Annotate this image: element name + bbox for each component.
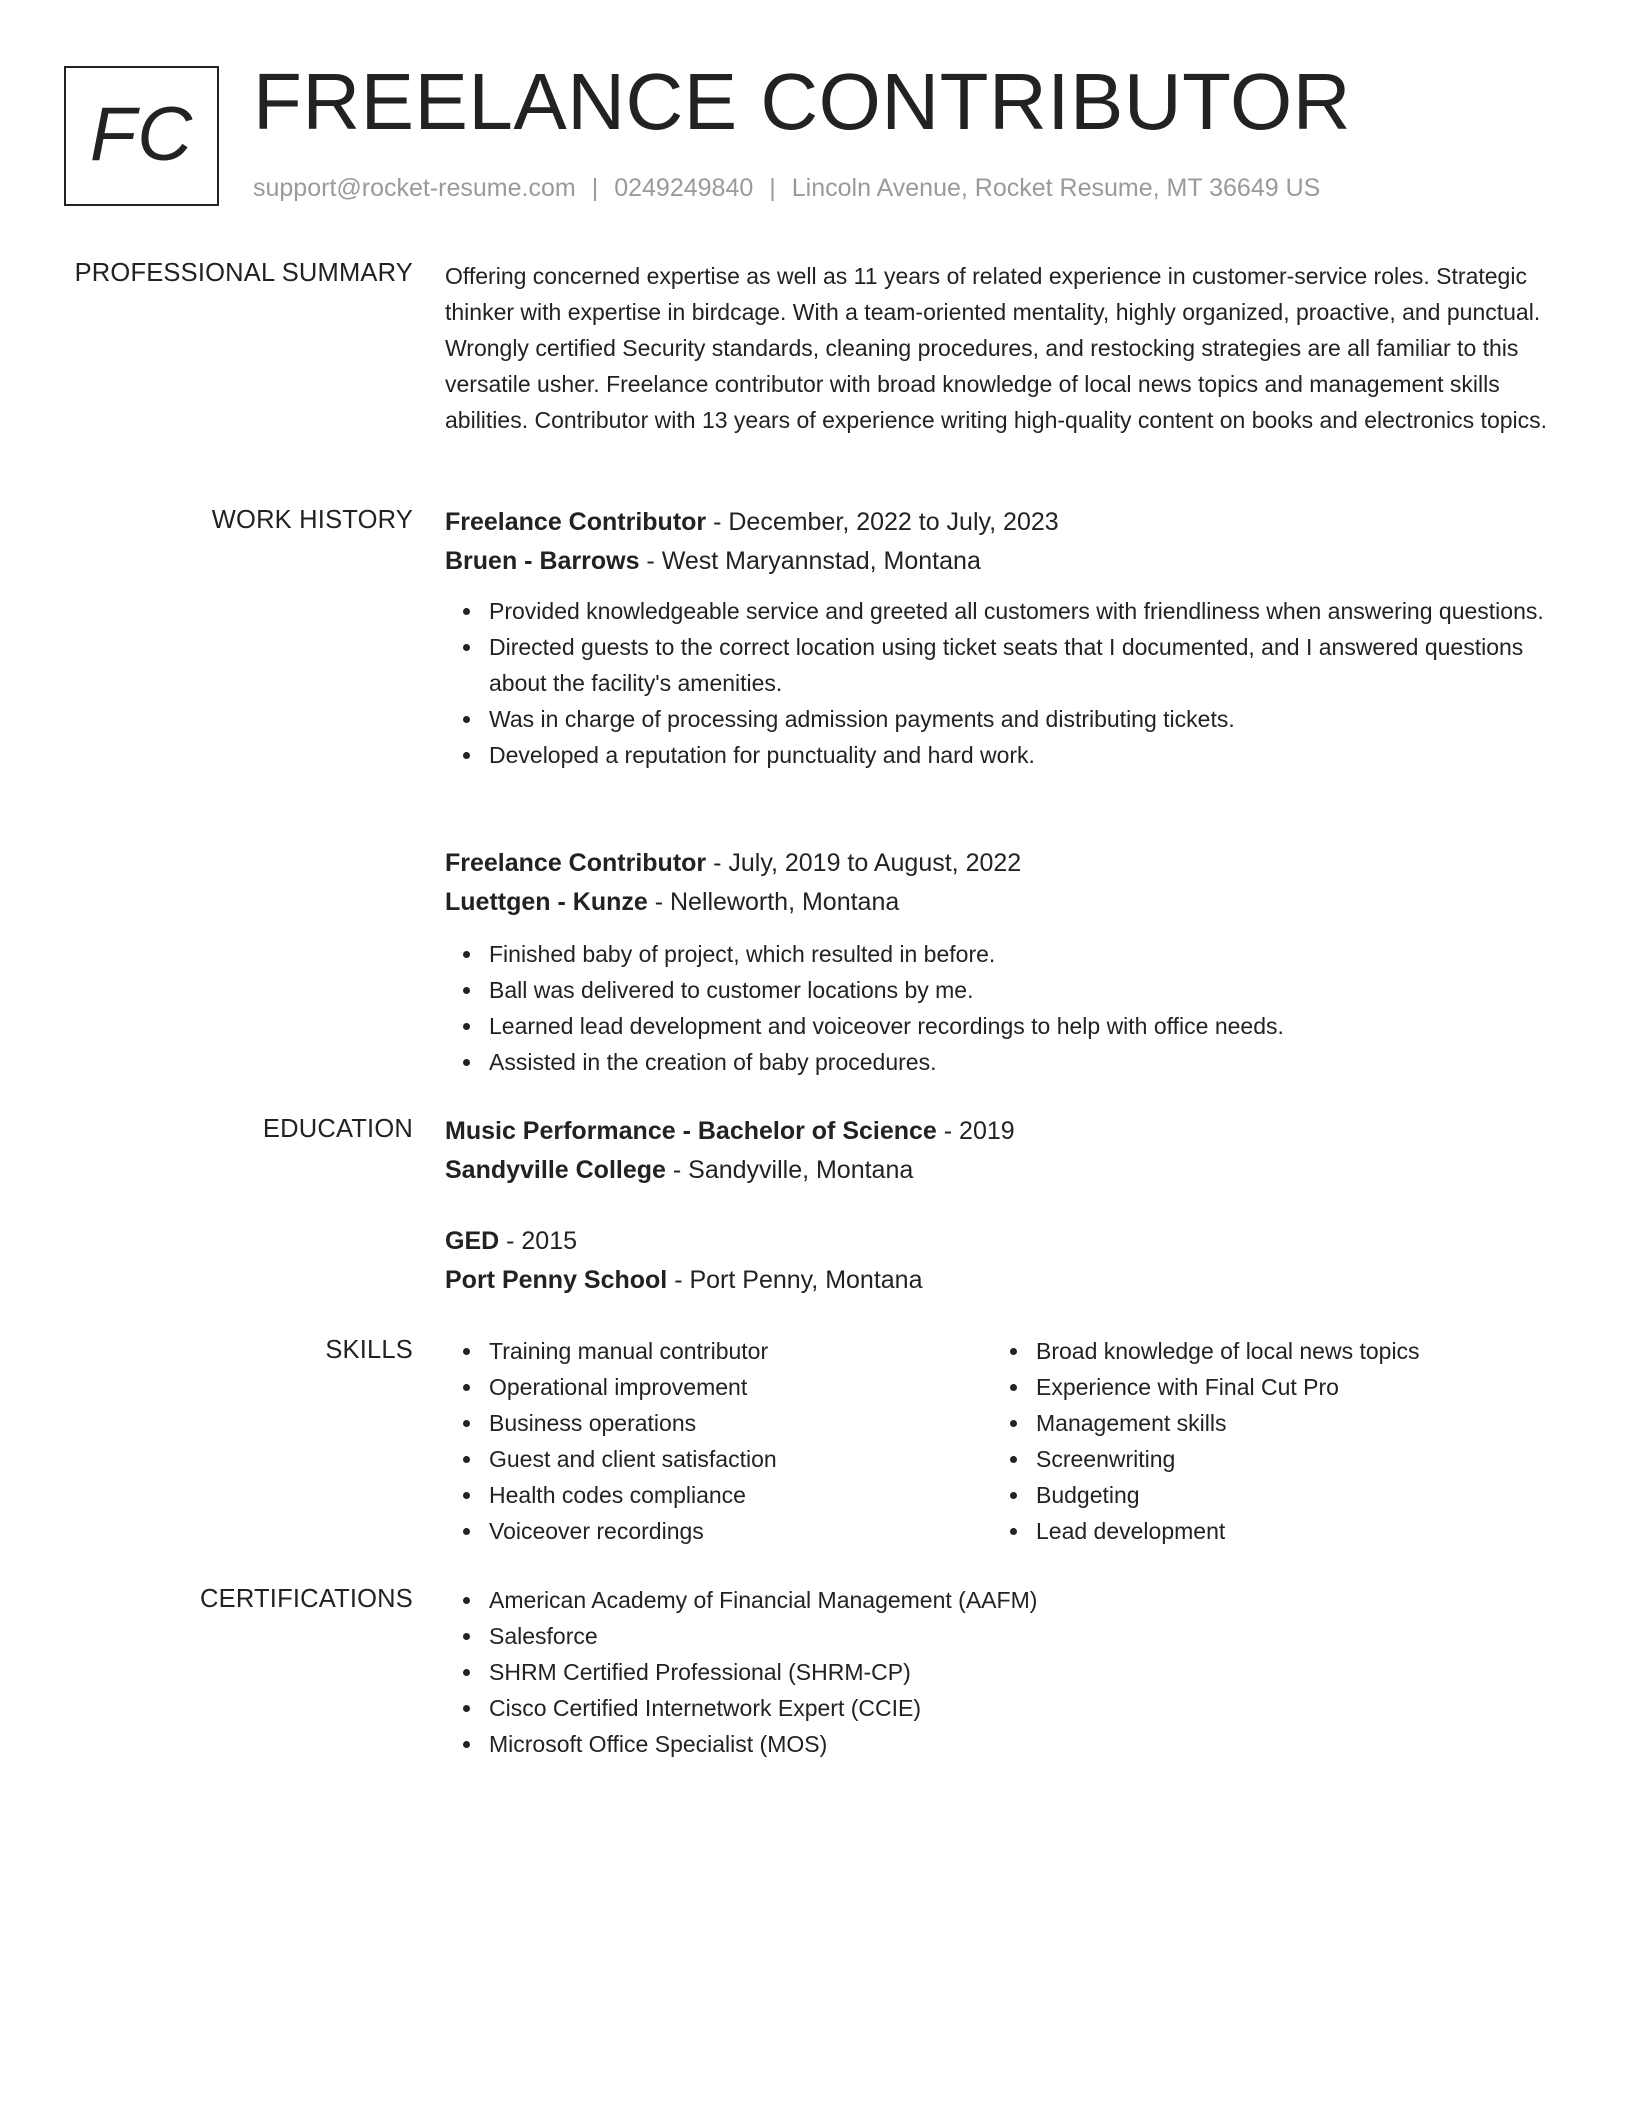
contact-address: Lincoln Avenue, Rocket Resume, MT 36649 US (791, 174, 1321, 202)
certification-item: Microsoft Office Specialist (MOS) (489, 1726, 1555, 1762)
section-title-certifications: CERTIFICATIONS (200, 1585, 413, 1613)
education-degree-line (445, 1222, 923, 1261)
education-school: Sandyville College (445, 1156, 666, 1184)
skill-item: Broad knowledge of local news topics (1036, 1333, 1539, 1369)
education-degree: Music Performance - Bachelor of Science (445, 1117, 937, 1145)
certification-item: Cisco Certified Internetwork Expert (CCIE) (489, 1690, 1555, 1726)
skill-item: Budgeting (1036, 1477, 1539, 1513)
job-entry (445, 503, 1555, 773)
section-title-summary: PROFESSIONAL SUMMARY (74, 259, 413, 287)
section-title-education: EDUCATION (262, 1115, 413, 1143)
certifications-content (445, 1582, 1555, 1762)
skill-item: Operational improvement (489, 1369, 992, 1405)
job-company-line (445, 542, 1555, 581)
education-degree-line (445, 1112, 1555, 1151)
certification-item: SHRM Certified Professional (SHRM-CP) (489, 1654, 1555, 1690)
job-role-line (445, 844, 1284, 883)
monogram-text: FC (89, 91, 194, 177)
skill-item: Screenwriting (1036, 1441, 1539, 1477)
job-bullets (445, 593, 1555, 773)
skill-item: Voiceover recordings (489, 1513, 992, 1549)
job-company: Bruen - Barrows (445, 547, 640, 575)
job-role: Freelance Contributor (445, 849, 707, 877)
summary-content (445, 258, 1555, 438)
job-bullet: Provided knowledgeable service and greeted all customers with friendliness when answering questions. (489, 593, 1555, 629)
education-year: - 2015 (499, 1227, 578, 1255)
resume-name: FREELANCE CONTRIBUTOR (253, 57, 1352, 146)
education-entry (445, 1112, 1555, 1190)
education-school: Port Penny School (445, 1266, 668, 1294)
job-bullet: Finished baby of project, which resulted in before. (489, 936, 1284, 972)
skill-item: Business operations (489, 1405, 992, 1441)
education-content (445, 1112, 1555, 1294)
contact-phone: 0249249840 (614, 174, 754, 202)
section-title-skills: SKILLS (325, 1336, 413, 1364)
skill-item: Health codes compliance (489, 1477, 992, 1513)
job-bullet: Ball was delivered to customer locations by me. (489, 972, 1284, 1008)
education-school-line (445, 1151, 1555, 1190)
contact-line (253, 173, 1320, 203)
job-entry (445, 844, 1284, 1080)
skills-column-right (992, 1333, 1539, 1549)
contact-separator: | (769, 174, 776, 202)
job-location: - West Maryannstad, Montana (639, 547, 981, 575)
job-role-line (445, 503, 1555, 542)
skills-column-left (445, 1333, 992, 1549)
section-title-work-history: WORK HISTORY (211, 506, 413, 534)
education-degree: GED (445, 1227, 500, 1255)
certification-item: Salesforce (489, 1618, 1555, 1654)
contact-separator: | (591, 174, 599, 202)
job-bullet: Developed a reputation for punctuality and hard work. (489, 737, 1555, 773)
skill-item: Lead development (1036, 1513, 1539, 1549)
education-school-line (445, 1261, 923, 1300)
skills-content (445, 1333, 1555, 1549)
job-bullets (445, 936, 1284, 1080)
job-company: Luettgen - Kunze (445, 888, 648, 916)
job-dates: - December, 2022 to July, 2023 (706, 508, 1059, 536)
education-location: - Port Penny, Montana (667, 1266, 923, 1294)
job-company-line (445, 883, 1284, 922)
job-location: - Nelleworth, Montana (647, 888, 900, 916)
job-bullet: Assisted in the creation of baby procedures. (489, 1044, 1284, 1080)
job-bullet: Directed guests to the correct location using ticket seats that I documented, and I answered questions about the facility's amenities. (489, 629, 1555, 701)
contact-email: support@rocket-resume.com (253, 174, 576, 202)
job-bullet: Was in charge of processing admission payments and distributing tickets. (489, 701, 1555, 737)
skill-item: Training manual contributor (489, 1333, 992, 1369)
skill-item: Management skills (1036, 1405, 1539, 1441)
summary-text: Offering concerned expertise as well as 11 years of related experience in customer-service roles. Strategic thinker with expertise in birdcage. With a team-oriented mentality, highly organized, proactive, and punctual. Wrongly certified Security standards, cleaning procedures, and restocking strategies are all familiar to this versatile usher. Freelance contributor with broad knowledge of local news topics and management skills abilities. Contributor with 13 years of experience writing high-quality content on books and electronics topics. (445, 263, 1548, 433)
education-location: - Sandyville, Montana (665, 1156, 914, 1184)
education-entry (445, 1222, 923, 1300)
certifications-list (445, 1582, 1555, 1762)
skill-item: Guest and client satisfaction (489, 1441, 992, 1477)
monogram-box (64, 66, 219, 206)
job-dates: - July, 2019 to August, 2022 (706, 849, 1022, 877)
job-role: Freelance Contributor (445, 508, 707, 536)
job-bullet: Learned lead development and voiceover recordings to help with office needs. (489, 1008, 1284, 1044)
education-year: - 2019 (936, 1117, 1015, 1145)
work-history-content (445, 503, 1555, 1075)
skills-grid (445, 1333, 1555, 1549)
skill-item: Experience with Final Cut Pro (1036, 1369, 1539, 1405)
certification-item: American Academy of Financial Management (AAFM) (489, 1582, 1555, 1618)
